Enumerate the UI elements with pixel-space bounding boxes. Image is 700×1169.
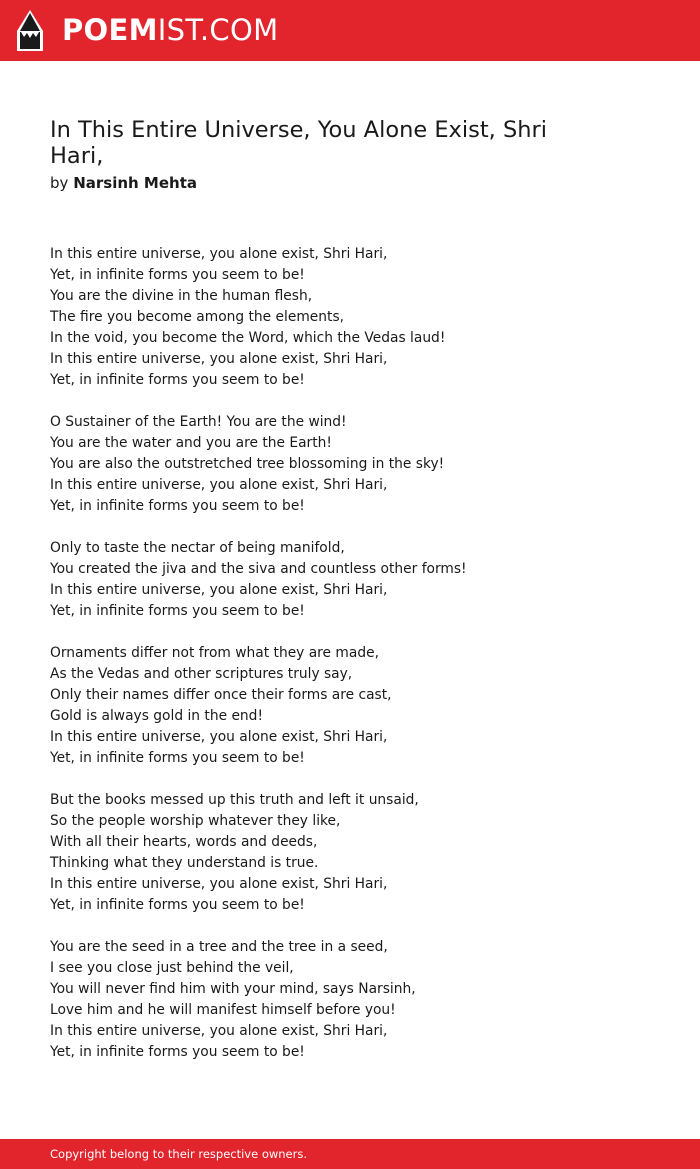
poem-title: In This Entire Universe, You Alone Exist, Shri Hari, [50,117,548,169]
poem-line: Ornaments differ not from what they are made, [50,645,379,661]
stanza [50,538,650,622]
poem-line: Yet, in infinite forms you seem to be! [50,603,305,619]
byline [50,173,197,193]
poem-line: Gold is always gold in the end! [50,708,263,724]
poem-line: In this entire universe, you alone exist, Shri Hari, [50,876,388,892]
site-logo[interactable] [62,13,278,47]
poem-line: You are the divine in the human flesh, [50,288,313,304]
poem-line: I see you close just behind the veil, [50,960,294,976]
poem-line: Yet, in infinite forms you seem to be! [50,372,305,388]
poem-line: In this entire universe, you alone exist, Shri Hari, [50,477,388,493]
poem-line: As the Vedas and other scriptures truly say, [50,666,353,682]
poem-line: You are the water and you are the Earth! [50,435,332,451]
poem-line: Yet, in infinite forms you seem to be! [50,498,305,514]
poem-line: So the people worship whatever they like, [50,813,341,829]
poem-line: Thinking what they understand is true. [50,855,319,871]
site-header [0,0,700,61]
poem-line: In this entire universe, you alone exist, Shri Hari, [50,351,388,367]
stanza [50,937,650,1063]
poem-line: In this entire universe, you alone exist, Shri Hari, [50,729,388,745]
author-name: Narsinh Mehta [73,174,197,192]
poem-line: The fire you become among the elements, [50,309,345,325]
stanza [50,790,650,916]
poem-line: Yet, in infinite forms you seem to be! [50,897,305,913]
poem-line: Yet, in infinite forms you seem to be! [50,750,305,766]
poem-line: You created the jiva and the siva and countless other forms! [50,561,467,577]
stanza [50,643,650,769]
poem-line: You are also the outstretched tree blossoming in the sky! [50,456,445,472]
copyright-text: Copyright belong to their respective owners. [50,1147,308,1161]
poem-line: You will never find him with your mind, says Narsinh, [50,981,416,997]
by-label: by [50,174,69,192]
poem-line: You are the seed in a tree and the tree in a seed, [50,939,388,955]
poem-line: In the void, you become the Word, which the Vedas laud! [50,330,446,346]
brand-light: IST.COM [157,13,279,47]
poem-line: In this entire universe, you alone exist, Shri Hari, [50,1023,388,1039]
poem-line: In this entire universe, you alone exist, Shri Hari, [50,246,388,262]
poem-line: Love him and he will manifest himself before you! [50,1002,396,1018]
poem-line: But the books messed up this truth and left it unsaid, [50,792,419,808]
poem-line: In this entire universe, you alone exist, Shri Hari, [50,582,388,598]
poem-line: Yet, in infinite forms you seem to be! [50,1044,305,1060]
stanza [50,412,650,517]
poem-line: Only their names differ once their forms are cast, [50,687,392,703]
poem-line: O Sustainer of the Earth! You are the wind! [50,414,347,430]
poem-body [50,244,650,1084]
poem-line: With all their hearts, words and deeds, [50,834,318,850]
pencil-icon[interactable] [17,10,43,51]
poem-line: Only to taste the nectar of being manifold, [50,540,345,556]
poem-line: Yet, in infinite forms you seem to be! [50,267,305,283]
site-footer [0,1139,700,1169]
brand-bold: POEM [62,13,158,47]
stanza [50,244,650,391]
